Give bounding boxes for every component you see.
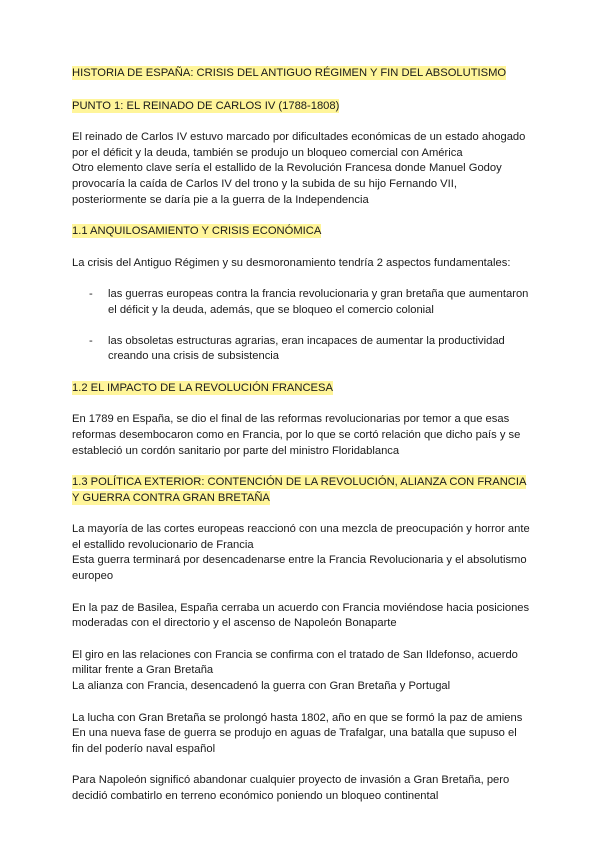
list-item: - las obsoletas estructuras agrarias, eran incapaces de aumentar la productividad creando una crisis de subsistencia [89, 334, 505, 363]
paragraph-1-3-e: Para Napoleón significó abandonar cualquier proyecto de invasión a Gran Bretaña, pero decidió combatirlo en terreno económico poniendo un bloqueo continental [72, 774, 510, 802]
document-title [72, 66, 528, 82]
title-highlight: HISTORIA DE ESPAÑA: CRISIS DEL ANTIGUO RÉGIMEN Y FIN DEL ABSOLUTISMO [72, 67, 507, 79]
section-heading-1-2: 1.2 EL IMPACTO DE LA REVOLUCIÓN FRANCESA [72, 381, 333, 394]
paragraph-1-3-a: La mayoría de las cortes europeas reaccionó con una mezcla de preocupación y horror ante el estallido revolucionario de Francia Esta guerra terminará por desencadenarse entre la Francia Revolucionaria y el absolutismo europeo [72, 523, 530, 583]
paragraph-1-3-c: El giro en las relaciones con Francia se confirma con el tratado de San Ildefonso, acuerdo militar frente a Gran Bretaña La alianza con Francia, desencadenó la guerra con Gran Bretaña y Portugal [72, 648, 518, 693]
bullet-list-1-1 [72, 287, 528, 364]
paragraph-1-2: En 1789 en España, se dio el final de las reformas revolucionarias por temor a que esas reformas desembocaron como en Francia, por lo que se cortó relación que dicho país y se estableció un cordón sanitario por parte del ministro Floridablanca [72, 413, 521, 457]
section-heading-1-3: 1.3 POLÍTICA EXTERIOR: CONTENCIÓN DE LA REVOLUCIÓN, ALIANZA CON FRANCIA Y GUERRA CONTRA GRAN BRETAÑA [72, 476, 527, 504]
text-line: provocaría la caída de Carlos IV del trono y la subida de su hijo Fernando VII, [72, 177, 457, 190]
text-line: El reinado de Carlos IV estuvo marcado por dificultades económicas de un estado ahogado [72, 131, 526, 144]
text-line: por el déficit y la deuda, también se produjo un bloqueo comercial con América [72, 146, 463, 159]
paragraph-1-3-d: La lucha con Gran Bretaña se prolongó hasta 1802, año en que se formó la paz de amiens En una nueva fase de guerra se produjo en aguas de Trafalgar, una batalla que supuso el fin del poderío naval español [72, 711, 523, 755]
paragraph-1-3-b: En la paz de Basilea, España cerraba un acuerdo con Francia moviéndose hacia posiciones moderadas con el directorio y el ascenso de Napoleón Bonaparte [72, 601, 530, 630]
paragraph-1-1-intro: La crisis del Antiguo Régimen y su desmoronamiento tendría 2 aspectos fundamentales: [72, 256, 511, 269]
document-page [72, 66, 528, 821]
bullet-marker: - [89, 334, 93, 347]
list-item: - las guerras europeas contra la francia revolucionaria y gran bretaña que aumentaron el déficit y la deuda, además, que se bloqueo el comercio colonial [89, 288, 529, 316]
bullet-marker: - [89, 288, 93, 301]
section-heading-1-1: 1.1 ANQUILOSAMIENTO Y CRISIS ECONÓMICA [72, 225, 322, 238]
section-heading-punto1: PUNTO 1: EL REINADO DE CARLOS IV (1788-1808) [72, 99, 340, 112]
text-line: posteriormente se daría pie a la guerra de la Independencia [72, 193, 369, 206]
paragraph-punto1 [72, 130, 528, 208]
text-line: Otro elemento clave sería el estallido de la Revolución Francesa donde Manuel Godoy [72, 162, 502, 175]
